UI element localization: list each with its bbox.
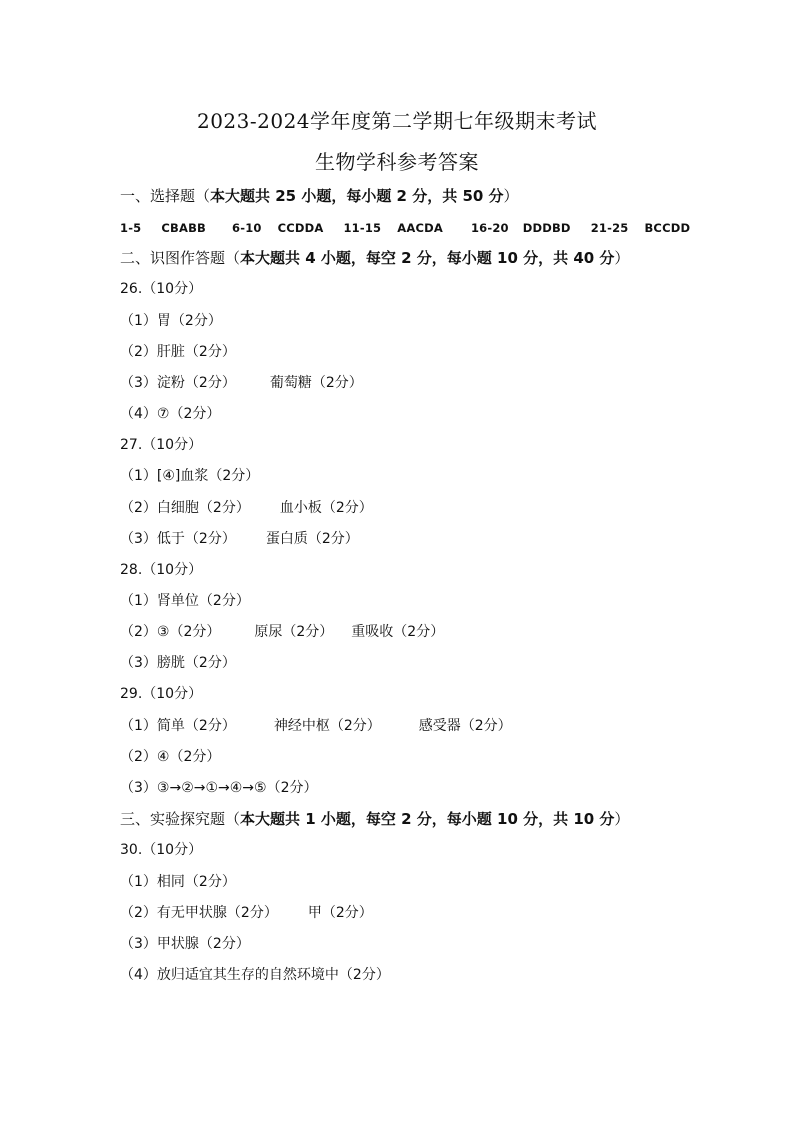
mc-range: 16-20 — [470, 221, 509, 235]
q30-answer-4: （4）放归适宜其生存的自然环境中（2分） — [120, 967, 390, 983]
mc-range: 21-25 — [590, 221, 629, 235]
section-3-heading: 三、实验探究题（本大题共 1 小题，每空 2 分，每小题 10 分，共 10 分） — [120, 810, 630, 828]
q30-answer-1: （1）相同（2分） — [120, 874, 236, 890]
q30-answer-2: （2）有无甲状腺（2分） 甲（2分） — [120, 905, 373, 921]
q29-answer-3: （3）③→②→①→④→⑤（2分） — [120, 780, 318, 796]
q29-answer-1: （1）简单（2分） 神经中枢（2分） 感受器（2分） — [120, 718, 512, 734]
mc-answers: BCCDD — [644, 221, 691, 235]
q29-answer-2: （2）④（2分） — [120, 749, 221, 765]
section-1-heading: 一、选择题（本大题共 25 小题，每小题 2 分，共 50 分） — [120, 187, 519, 205]
multiple-choice-answers — [120, 218, 690, 238]
q27-answer-1: （1）[④]血浆（2分） — [120, 468, 260, 484]
q27-answer-2: （2）白细胞（2分） 血小板（2分） — [120, 500, 373, 516]
q30-answer-3: （3）甲状腺（2分） — [120, 936, 250, 952]
q27-answer-3: （3）低于（2分） 蛋白质（2分） — [120, 531, 359, 547]
q26-answer-4: （4）⑦（2分） — [120, 406, 221, 422]
mc-answers: CCDDA — [277, 221, 324, 235]
q28-answer-3: （3）膀胱（2分） — [120, 655, 236, 671]
mc-answers: AACDA — [397, 221, 443, 235]
q28-answer-1: （1）肾单位（2分） — [120, 593, 250, 609]
q28-answer-2: （2）③（2分） 原尿（2分） 重吸收（2分） — [120, 624, 445, 640]
question-30-label: 30.（10分） — [120, 842, 203, 858]
question-26-label: 26.（10分） — [120, 281, 203, 297]
question-29-label: 29.（10分） — [120, 686, 203, 702]
question-28-label: 28.（10分） — [120, 562, 203, 578]
mc-answers: DDDBD — [522, 221, 571, 235]
document-title: 2023-2024学年度第二学期七年级期末考试 — [196, 109, 598, 133]
mc-answers: CBABB — [161, 221, 207, 235]
q26-answer-2: （2）肝脏（2分） — [120, 344, 236, 360]
q26-answer-3: （3）淀粉（2分） 葡萄糖（2分） — [120, 375, 363, 391]
section-2-heading: 二、识图作答题（本大题共 4 小题，每空 2 分，每小题 10 分，共 40 分） — [120, 249, 630, 267]
document-subtitle: 生物学科参考答案 — [315, 150, 479, 174]
question-27-label: 27.（10分） — [120, 437, 203, 453]
mc-range: 1-5 — [120, 221, 142, 235]
q26-answer-1: （1）胃（2分） — [120, 313, 222, 329]
mc-range: 11-15 — [343, 221, 382, 235]
mc-range: 6-10 — [232, 221, 262, 235]
